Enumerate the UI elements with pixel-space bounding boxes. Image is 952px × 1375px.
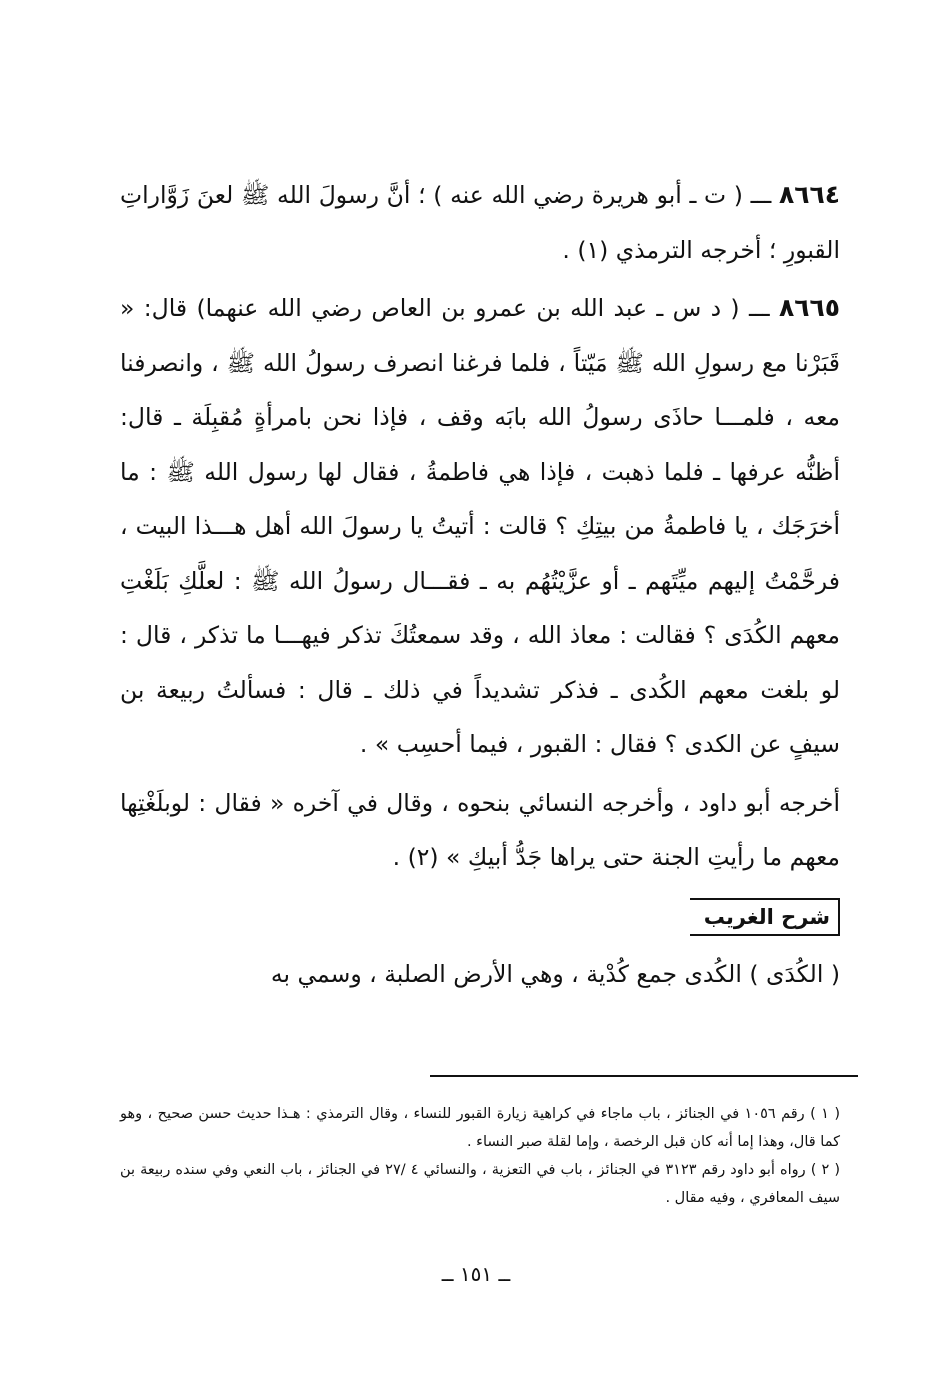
footnote-1: ( ١ ) رقم ١٠٥٦ في الجنائز ، باب ماجاء في كراهية زيارة القبور للنساء ، وقال الترمذي : هـذا حديث حسن صحيح ، وهو كما قال، وهذا إما أنه كان قبل الرخصة ، وإما لقلة صبر النساء . <box>120 1106 840 1150</box>
footnote-divider <box>430 1075 858 1077</box>
section-heading: شرح الغريب <box>690 898 840 936</box>
hadith-text: ـــ ( ت ـ أبو هريرة رضي الله عنه ) ؛ أنَّ رسولَ الله ﷺ لعنَ زَوَّاراتِ القبورِ ؛ أخرجه الترمذي (١) . <box>120 181 840 264</box>
takhrij-paragraph: أخرجه أبو داود ، وأخرجه النسائي بنحوه ، وقال في آخره « فقال : لوبلَغْتِها معهم ما رأيتِ الجنة حتى يراها جَدُّ أبيكِ » (٢) . <box>120 788 840 871</box>
hadith-8665 <box>120 281 840 772</box>
gharib-heading-line <box>120 889 840 944</box>
hadith-number: ٨٦٦٥ <box>778 293 840 322</box>
footnote-2: ( ٢ ) رواه أبو داود رقم ٣١٢٣ في الجنائز ، باب في التعزية ، والنسائي ٤ /٢٧ في الجنائز ، باب النعي وفي سنده ربيعة بن سيف المعافري ، وفيه مقال . <box>120 1162 840 1206</box>
page-number: ــ ١٥١ ــ <box>441 1262 511 1286</box>
footnotes <box>120 1100 840 1212</box>
hadith-text: ـــ ( د س ـ عبد الله بن عمرو بن العاص رضي الله عنهما) قال: « قَبَرْنا مع رسولِ الله ﷺ مَيّتاً ، فلما فرغنا انصرف رسولُ الله ﷺ ، وانصرفنا معه ، فلمـــا حاذَى رسولُ الله بابَه وقف ، فإذا نحن بامرأةٍ مُقبِلَة ـ قال: أظنُّه عرفها ـ فلما ذهبت ، فإذا هي فاطمةُ ، فقال لها رسول الله ﷺ : ما أخرَجَك ، يا فاطمةُ من بيتِكِ ؟ قالت : أتيتُ يا رسولَ الله أهل هـــذا البيت ، فرحَّمْتُ إليهم ميِّتَهم ـ أو عزَّيْتُهُم به ـ فقـــال رسولُ الله ﷺ : لعلَّكِ بَلَغْتِ معهم الكُدَى ؟ فقالت : معاذ الله ، وقد سمعتُكَ تذكر فيهـــا ما تذكر ، قال : لو بلغت معهم الكُدى ـ فذكر تشديداً في ذلك ـ قال : فسألتُ ربيعة بن سيفٍ عن الكدى ؟ فقال : القبور ، فيما أحسِب » . <box>120 294 840 758</box>
hadith-8664 <box>120 168 840 277</box>
main-text <box>120 168 840 1002</box>
hadith-number: ٨٦٦٤ <box>778 180 840 209</box>
gharib-text: ( الكُدَى ) الكُدى جمع كُدْية ، وهي الأرض الصلبة ، وسمي به <box>270 960 840 988</box>
